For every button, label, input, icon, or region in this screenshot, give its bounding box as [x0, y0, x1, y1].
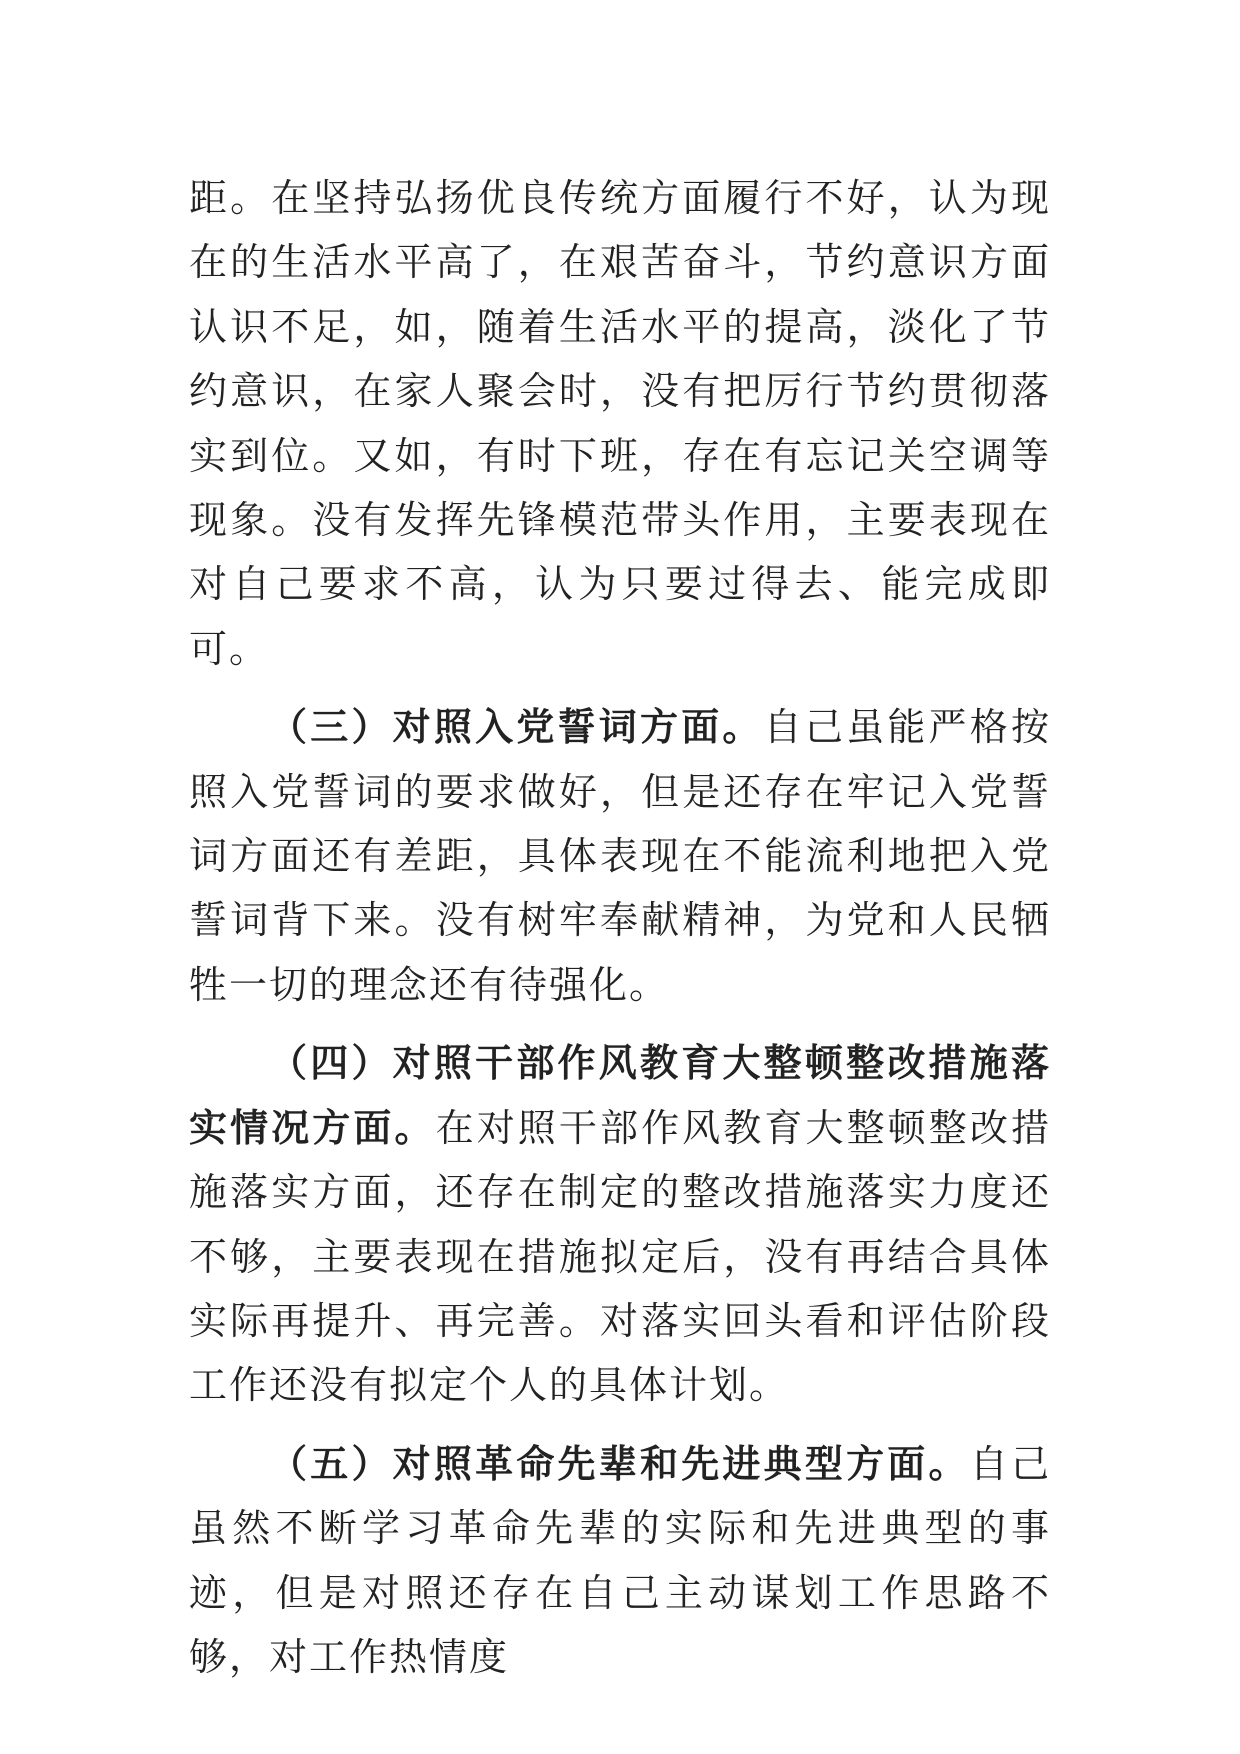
section-heading: （四）对照干部作风教育大整顿整改措施落实情况方面。	[189, 1040, 1051, 1150]
paragraph-section-3	[189, 695, 1051, 1017]
paragraph-section-4	[189, 1031, 1051, 1417]
document-body	[189, 166, 1051, 1689]
paragraph-body: 距。在坚持弘扬优良传统方面履行不好，认为现在的生活水平高了，在艰苦奋斗，节约意识方面认识不足，如，随着生活水平的提高，淡化了节约意识，在家人聚会时，没有把厉行节约贯彻落实到位。又如，有时下班，存在有忘记关空调等现象。没有发挥先锋模范带头作用，主要表现在对自己要求不高，认为只要过得去、能完成即可。	[189, 176, 1051, 671]
paragraph-continuation	[189, 166, 1051, 681]
section-heading: （五）对照革命先辈和先进典型方面。	[269, 1440, 970, 1486]
paragraph-section-5	[189, 1432, 1051, 1690]
paragraph-body: 在对照干部作风教育大整顿整改措施落实方面，还存在制定的整改措施落实力度还不够，主要表现在措施拟定后，没有再结合具体实际再提升、再完善。对落实回头看和评估阶段工作还没有拟定个人的具体计划。	[189, 1105, 1051, 1408]
section-heading: （三）对照入党誓词方面。	[269, 704, 764, 750]
paragraph-body: 自己虽能严格按照入党誓词的要求做好，但是还存在牢记入党誓词方面还有差距，具体表现在不能流利地把入党誓词背下来。没有树牢奉献精神，为党和人民牺牲一切的理念还有待强化。	[189, 705, 1051, 1007]
paragraph-body: 自己虽然不断学习革命先辈的实际和先进典型的事迹，但是对照还存在自己主动谋划工作思路不够，对工作热情度	[189, 1441, 1051, 1679]
